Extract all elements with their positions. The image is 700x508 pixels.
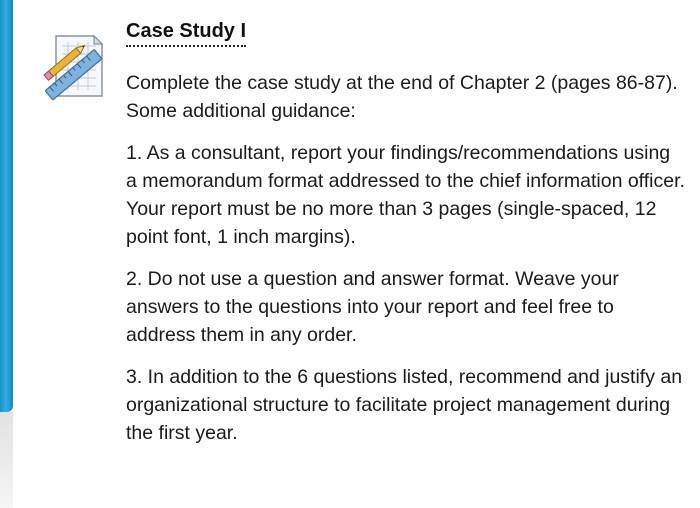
left-bar-shadow — [0, 412, 13, 508]
assignment-title-link[interactable]: Case Study I — [126, 18, 246, 47]
guidance-item-1: 1. As a consultant, report your findings/recommendations using a memorandum format addressed to the chief information officer. Your report must be no more than 3 pages (single-spaced, 12 point font, 1 inch margins). — [126, 142, 685, 248]
assignment-content — [126, 18, 686, 461]
intro-paragraph: Complete the case study at the end of Chapter 2 (pages 86-87). Some additional guidance: — [126, 72, 678, 122]
left-accent-bar — [0, 0, 13, 412]
guidance-item-3: 3. In addition to the 6 questions listed, recommend and justify an organizational structure to facilitate project management during the first year. — [126, 366, 683, 444]
assignment-ruler-icon — [38, 30, 110, 102]
guidance-item-2: 2. Do not use a question and answer format. Weave your answers to the questions into your report and feel free to address them in any order. — [126, 268, 619, 346]
